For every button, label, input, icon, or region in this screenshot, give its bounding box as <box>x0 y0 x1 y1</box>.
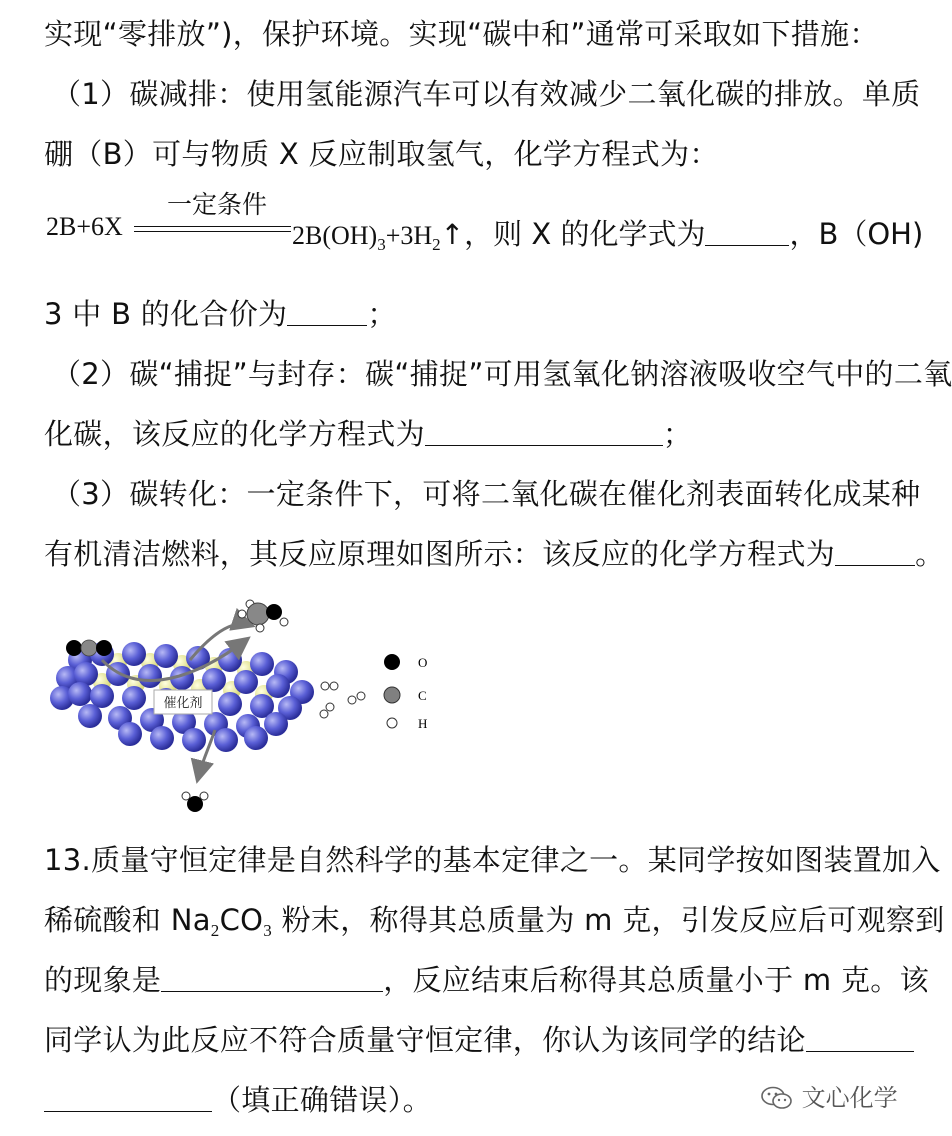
answer-blank-equation-3[interactable] <box>835 539 915 566</box>
product-boron-hydroxide: 2B(OH) <box>292 221 378 250</box>
question-13-line-a: 13.质量守恒定律是自然科学的基本定律之一。某同学按如图装置加入 <box>44 843 941 877</box>
semicolon: ； <box>662 417 693 451</box>
answer-blank-conclusion[interactable] <box>806 1025 914 1052</box>
subscript-2: 2 <box>210 921 220 940</box>
hydrogen-molecules <box>320 682 365 718</box>
valence-question: 3 中 B 的化合价为 <box>44 297 288 331</box>
question-13-line-b <box>44 900 945 951</box>
reaction-condition: 一定条件 <box>166 190 267 219</box>
question-3-text: 有机清洁燃料，其反应原理如图所示：该反应的化学方程式为 <box>44 537 836 571</box>
question-1-line-c <box>44 294 397 334</box>
question-3-line-b <box>44 534 944 574</box>
catalyst-label: 催化剂 <box>163 696 203 711</box>
wechat-icon <box>760 1085 794 1111</box>
question-2-line-b <box>44 414 692 454</box>
answer-blank-phenomenon[interactable] <box>161 965 383 992</box>
fill-instruction: （填正确错误）。 <box>212 1083 432 1117</box>
legend-carbon-icon <box>384 687 400 703</box>
legend-hydrogen-icon <box>387 718 397 728</box>
watermark <box>760 1078 898 1113</box>
subscript-3: 3 <box>263 921 273 940</box>
methanol-molecule <box>238 600 288 632</box>
question-1-line-b: 硼（B）可与物质 X 反应制取氢气，化学方程式为： <box>44 137 719 171</box>
equals-double-line <box>134 226 291 232</box>
atom-legend <box>382 650 452 740</box>
equation-tail-text: ，则 X 的化学式为 <box>464 217 706 251</box>
legend-hydrogen-label: H <box>418 716 428 731</box>
question-2-text: 化碳，该反应的化学方程式为 <box>44 417 425 451</box>
equation-reactants: 2B+6X <box>46 212 123 241</box>
product-hydrogen: +3H <box>385 221 433 250</box>
period: 。 <box>915 537 945 571</box>
question-13-line-e <box>44 1080 432 1120</box>
legend-oxygen-label: O <box>418 655 428 670</box>
answer-blank-conclusion-continued[interactable] <box>44 1085 212 1112</box>
text-line-1: 实现“零排放”)，保护环境。实现“碳中和”通常可采取如下措施： <box>44 17 879 51</box>
question-3-line-a: （3）碳转化：一定条件下，可将二氧化碳在催化剂表面转化成某种 <box>52 477 921 511</box>
formula-prefix: 稀硫酸和 Na <box>44 903 211 937</box>
equation-tail-text-2: ，B（OH) <box>789 217 924 251</box>
gas-arrow-icon: ↑ <box>440 218 465 251</box>
subscript-2: 2 <box>432 235 441 254</box>
equation-products <box>292 212 923 255</box>
question-1-line-a: （1）碳减排：使用氢能源汽车可以有效减少二氧化碳的排放。单质 <box>52 77 921 111</box>
question-13-line-d <box>44 1020 914 1060</box>
phenomenon-text: 的现象是 <box>44 963 162 997</box>
question-13-line-c <box>44 960 929 1000</box>
legend-oxygen-icon <box>384 654 400 670</box>
phenomenon-text-end: ，反应结束后称得其总质量小于 m 克。该 <box>383 963 929 997</box>
answer-blank-equation-2[interactable] <box>425 419 663 446</box>
answer-blank-x[interactable] <box>705 219 789 246</box>
conclusion-text: 同学认为此反应不符合质量守恒定律，你认为该同学的结论 <box>44 1023 806 1057</box>
formula-co: CO <box>219 903 264 937</box>
water-molecule <box>182 792 208 812</box>
subscript-3: 3 <box>377 235 386 254</box>
answer-blank-valence[interactable] <box>287 299 367 326</box>
formula-suffix: 粉末，称得其总质量为 m 克，引发反应后可观察到 <box>272 903 945 937</box>
co2-molecule-incoming <box>66 640 112 656</box>
legend-carbon-label: C <box>418 688 427 703</box>
semicolon: ； <box>367 297 397 331</box>
watermark-text: 文心化学 <box>801 1084 898 1112</box>
question-2-line-a: （2）碳“捕捉”与封存：碳“捕捉”可用氢氧化钠溶液吸收空气中的二氧 <box>52 357 952 391</box>
